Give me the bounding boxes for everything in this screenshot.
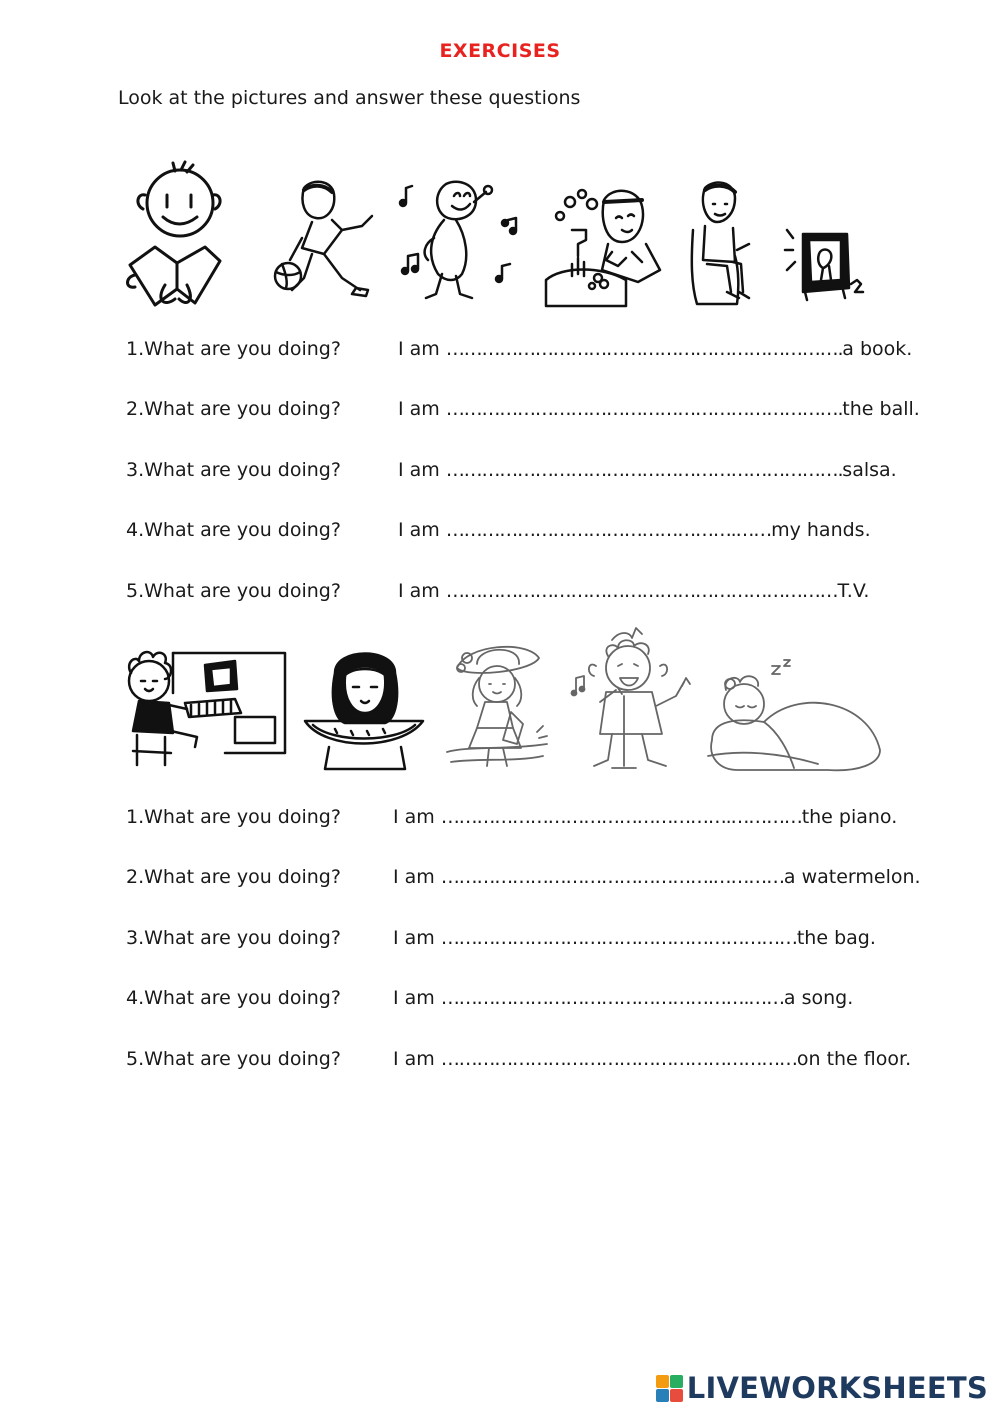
logo-text: LIVEWORKSHEETS	[686, 1371, 988, 1405]
question-row	[126, 806, 898, 828]
question-row	[126, 1048, 912, 1070]
answer-blank[interactable]: ………………………………………………………….	[445, 459, 843, 481]
answer-prefix: I am	[393, 866, 435, 888]
answer-blank[interactable]: ………………………………………….…………	[440, 806, 802, 828]
boy-bouncing-ball-icon	[272, 178, 377, 303]
answer-blank[interactable]: ……………………………………………………	[440, 927, 797, 949]
answer-blank[interactable]: …………………………………………………………	[445, 580, 838, 602]
answer-prefix: I am	[398, 398, 440, 420]
answer-ending: my hands.	[771, 519, 871, 541]
boy-reading-icon	[125, 165, 230, 307]
question-text: 4.What are you doing?	[126, 987, 341, 1009]
boy-sitting-icon	[687, 180, 757, 306]
question-row	[126, 398, 920, 420]
answer-prefix: I am	[393, 1048, 435, 1070]
girl-sleeping-icon	[708, 660, 883, 775]
question-text: 5.What are you doing?	[126, 580, 341, 602]
question-text: 3.What are you doing?	[126, 927, 341, 949]
boy-dancing-icon	[398, 178, 523, 303]
question-text: 1.What are you doing?	[126, 806, 341, 828]
question-row	[126, 927, 876, 949]
page-title: EXERCISES	[439, 40, 561, 62]
question-text: 2.What are you doing?	[126, 866, 341, 888]
answer-ending: T.V.	[837, 580, 870, 602]
answer-prefix: I am	[398, 338, 440, 360]
answer-ending: on the floor.	[796, 1048, 912, 1070]
question-text: 2.What are you doing?	[126, 398, 341, 420]
liveworksheets-logo	[656, 1371, 988, 1405]
question-row	[126, 459, 897, 481]
question-row	[126, 338, 913, 360]
girl-playing-piano-icon	[125, 643, 290, 773]
answer-blank[interactable]: …………………………………………….……	[440, 987, 784, 1009]
boy-washing-hands-icon	[542, 182, 667, 308]
logo-mark-icon	[656, 1375, 683, 1402]
question-row	[126, 519, 871, 541]
answer-ending: a watermelon.	[783, 866, 921, 888]
girl-singing-icon	[572, 626, 692, 774]
answer-ending: the bag.	[796, 927, 876, 949]
question-row	[126, 866, 921, 888]
answer-prefix: I am	[393, 927, 435, 949]
question-row	[126, 987, 854, 1009]
answer-ending: a song.	[783, 987, 854, 1009]
answer-ending: a book.	[842, 338, 913, 360]
answer-ending: salsa.	[842, 459, 897, 481]
answer-prefix: I am	[393, 987, 435, 1009]
girl-carrying-bag-icon	[447, 628, 547, 770]
question-text: 1.What are you doing?	[126, 338, 341, 360]
tv-icon	[785, 222, 865, 302]
girl-eating-watermelon-icon	[305, 643, 425, 773]
answer-blank[interactable]: ………………………………………….……	[445, 519, 772, 541]
question-text: 4.What are you doing?	[126, 519, 341, 541]
question-text: 5.What are you doing?	[126, 1048, 341, 1070]
answer-ending: the ball.	[842, 398, 920, 420]
answer-blank[interactable]: ………………………………………………………….	[445, 338, 843, 360]
answer-prefix: I am	[398, 459, 440, 481]
question-text: 3.What are you doing?	[126, 459, 341, 481]
answer-blank[interactable]: ……………………………………….…………	[440, 866, 784, 888]
question-row	[126, 580, 870, 602]
answer-prefix: I am	[398, 580, 440, 602]
answer-ending: the piano.	[801, 806, 898, 828]
answer-blank[interactable]: ………………………………………………………….	[445, 398, 843, 420]
instruction-text: Look at the pictures and answer these questions	[118, 87, 581, 109]
answer-prefix: I am	[398, 519, 440, 541]
answer-prefix: I am	[393, 806, 435, 828]
answer-blank[interactable]: ……………………………………………………	[440, 1048, 797, 1070]
